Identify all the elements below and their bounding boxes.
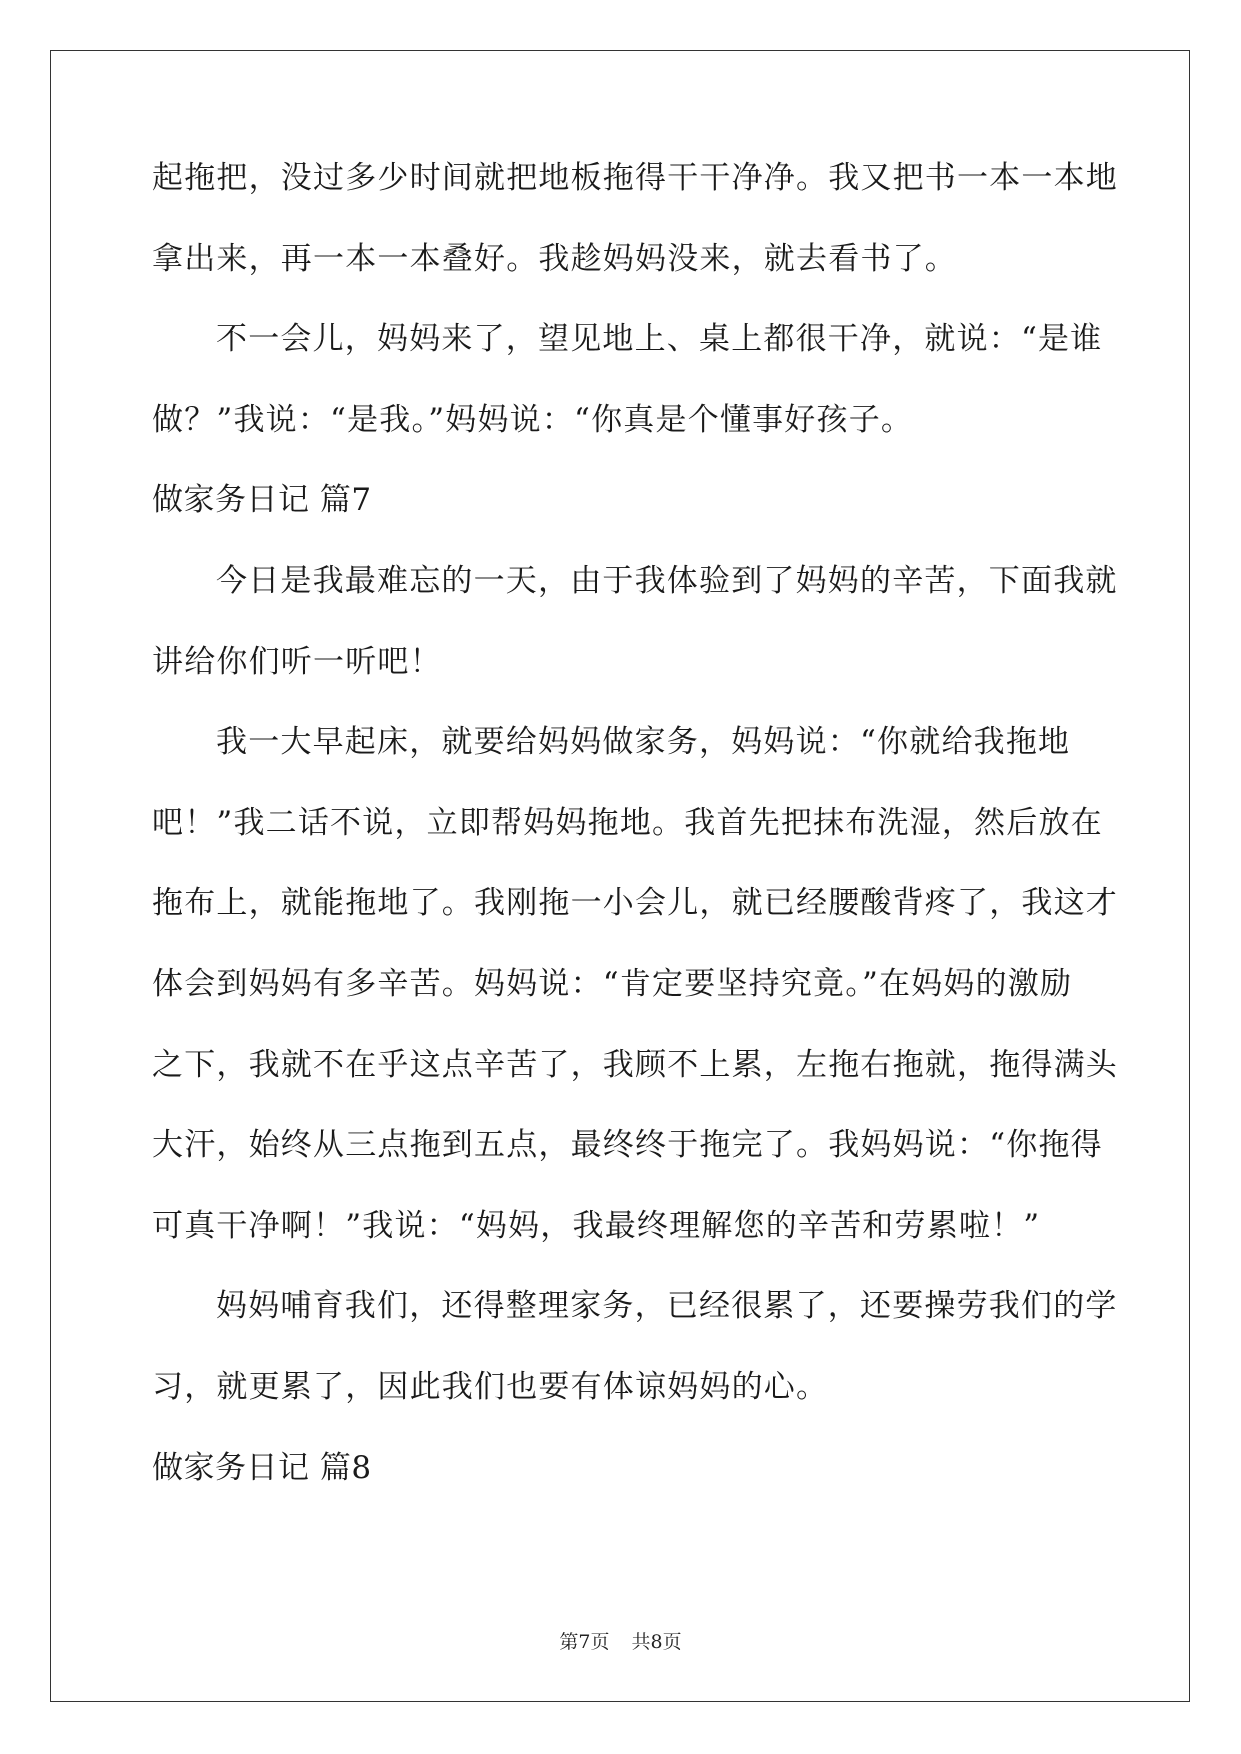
paragraph-start-line: 妈妈哺育我们，还得整理家务，已经很累了，还要操劳我们的学: [216, 1288, 1118, 1325]
paragraph-start-line: 我一大早起床，就要给妈妈做家务，妈妈说：“你就给我拖地: [216, 724, 1071, 761]
page-footer: [0, 1627, 1241, 1654]
text-line: 习，就更累了，因此我们也要有体谅妈妈的心。: [152, 1368, 829, 1405]
section-heading: 做家务日记 篇7: [152, 482, 372, 519]
text-line: 讲给你们听一听吧！: [152, 643, 442, 680]
text-line: 体会到妈妈有多辛苦。妈妈说：“肯定要坚持究竟。”在妈妈的激励: [152, 965, 1073, 1002]
paragraph-start-line: 不一会儿，妈妈来了，望见地上、桌上都很干净，就说：“是谁: [216, 321, 1103, 358]
document-body: [152, 160, 1118, 1530]
text-line: 起拖把，没过多少时间就把地板拖得干干净净。我又把书一本一本地: [152, 160, 1118, 196]
text-line: 之下，我就不在乎这点辛苦了，我顾不上累，左拖右拖就，拖得满头: [152, 1046, 1118, 1083]
section-heading: 做家务日记 篇8: [152, 1449, 372, 1486]
text-line: 做？”我说：“是我。”妈妈说：“你真是个懂事好孩子。: [152, 401, 914, 438]
paragraph-start-line: 今日是我最难忘的一天，由于我体验到了妈妈的辛苦，下面我就: [216, 562, 1118, 599]
text-line: 拿出来，再一本一本叠好。我趁妈妈没来，就去看书了。: [152, 240, 957, 277]
text-line: 拖布上，就能拖地了。我刚拖一小会儿，就已经腰酸背疼了，我这才: [152, 885, 1118, 922]
text-line: 可真干净啊！”我说：“妈妈，我最终理解您的辛苦和劳累啦！”: [152, 1207, 1041, 1244]
total-page-count: 共8页: [631, 1631, 682, 1653]
text-line: 吧！”我二话不说，立即帮妈妈拖地。我首先把抹布洗湿，然后放在: [152, 804, 1103, 841]
text-line: 大汗，始终从三点拖到五点，最终终于拖完了。我妈妈说：“你拖得: [152, 1127, 1103, 1164]
current-page-number: 第7页: [559, 1631, 610, 1653]
